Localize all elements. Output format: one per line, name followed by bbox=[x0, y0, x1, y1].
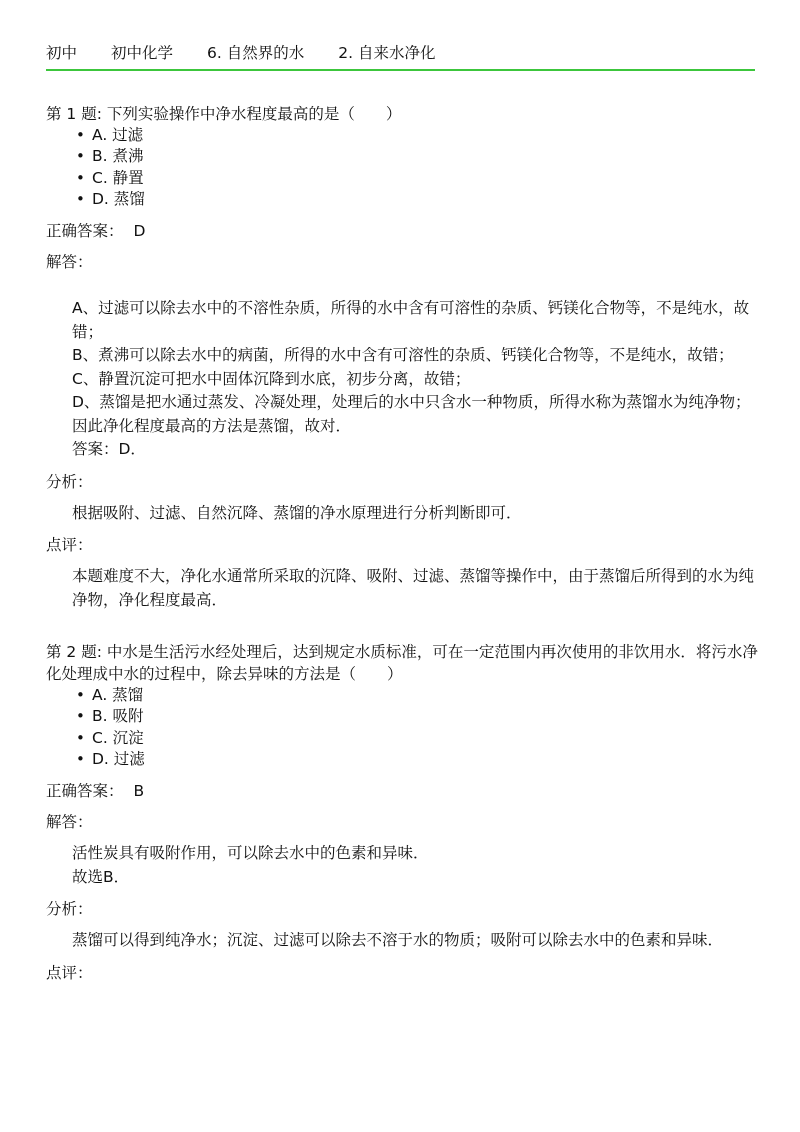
breadcrumb-level[interactable]: 初中 bbox=[46, 44, 78, 62]
bullet-icon: • bbox=[76, 147, 85, 166]
option-text: C. 静置 bbox=[92, 168, 144, 187]
correct-answer bbox=[46, 220, 758, 242]
answer-value: D bbox=[133, 222, 146, 241]
option-b bbox=[76, 706, 758, 727]
answer-label: 正确答案： bbox=[46, 222, 124, 241]
solution-line: A、过滤可以除去水中的不溶性杂质，所得的水中含有可溶性的杂质、钙镁化合物等，不是纯水，故错； bbox=[72, 299, 750, 341]
option-text: B. 煮沸 bbox=[92, 147, 144, 166]
solution-line: C、静置沉淀可把水中固体沉降到水底，初步分离，故错； bbox=[72, 369, 471, 388]
analysis-line: 根据吸附、过滤、自然沉降、蒸馏的净水原理进行分析判断即可． bbox=[72, 503, 522, 522]
comment-line: 本题难度不大，净化水通常所采取的沉降、吸附、过滤、蒸馏等操作中，由于蒸馏后所得到的水为纯净物，净化程度最高． bbox=[72, 567, 755, 609]
option-a bbox=[76, 125, 758, 146]
option-text: C. 沉淀 bbox=[92, 728, 144, 747]
solution-line: 答案：D． bbox=[72, 440, 146, 459]
solution-line: D、蒸馏是把水通过蒸发、冷凝处理，处理后的水中只含水一种物质，所得水称为蒸馏水为纯净物；因此净化程度最高的方法是蒸馏，故对． bbox=[72, 393, 751, 435]
analysis-text bbox=[46, 502, 758, 526]
option-list bbox=[46, 125, 758, 210]
option-c bbox=[76, 728, 758, 749]
question-2 bbox=[46, 641, 758, 984]
option-b bbox=[76, 146, 758, 167]
solution-label: 解答： bbox=[46, 253, 93, 272]
comment-text bbox=[46, 565, 758, 612]
solution-line: 活性炭具有吸附作用，可以除去水中的色素和异味． bbox=[72, 844, 429, 863]
option-list bbox=[46, 685, 758, 770]
option-c bbox=[76, 168, 758, 189]
question-1 bbox=[46, 103, 758, 612]
breadcrumb-chapter[interactable]: 6. 自然界的水 bbox=[207, 44, 305, 62]
solution-text bbox=[46, 297, 758, 462]
correct-answer bbox=[46, 780, 758, 802]
option-d bbox=[76, 749, 758, 770]
analysis-label: 分析： bbox=[46, 472, 93, 491]
bullet-icon: • bbox=[76, 686, 85, 705]
analysis-text bbox=[46, 929, 758, 953]
comment-label: 点评： bbox=[46, 536, 93, 555]
option-text: A. 蒸馏 bbox=[92, 686, 144, 705]
option-text: A. 过滤 bbox=[92, 126, 144, 144]
analysis-label: 分析： bbox=[46, 900, 93, 919]
bullet-icon: • bbox=[76, 168, 85, 187]
bullet-icon: • bbox=[76, 750, 85, 769]
solution-line: B、煮沸可以除去水中的病菌，所得的水中含有可溶性的杂质、钙镁化合物等，不是纯水，故错； bbox=[72, 346, 734, 365]
solution-label: 解答： bbox=[46, 813, 93, 832]
solution-text bbox=[46, 842, 758, 889]
bullet-icon: • bbox=[76, 189, 85, 208]
breadcrumb bbox=[46, 40, 435, 64]
answer-value: B bbox=[133, 782, 145, 801]
option-text: D. 过滤 bbox=[92, 750, 145, 769]
bullet-icon: • bbox=[76, 126, 85, 144]
option-d bbox=[76, 189, 758, 210]
analysis-line: 蒸馏可以得到纯净水；沉淀、过滤可以除去不溶于水的物质；吸附可以除去水中的色素和异味． bbox=[72, 931, 724, 950]
comment-label: 点评： bbox=[46, 963, 93, 982]
solution-line: 故选B． bbox=[72, 867, 130, 886]
question-title: 第 2 题: 中水是生活污水经处理后，达到规定水质标准，可在一定范围内再次使用的非饮用水．将污水净化处理成中水的过程中，除去异味的方法是（ ） bbox=[46, 643, 758, 684]
option-text: B. 吸附 bbox=[92, 707, 144, 726]
question-list bbox=[46, 103, 758, 984]
bullet-icon: • bbox=[76, 728, 85, 747]
bullet-icon: • bbox=[76, 707, 85, 726]
option-a bbox=[76, 685, 758, 706]
header-divider bbox=[46, 69, 755, 71]
breadcrumb-subject[interactable]: 初中化学 bbox=[111, 44, 174, 62]
breadcrumb-section[interactable]: 2. 自来水净化 bbox=[338, 44, 436, 62]
option-text: D. 蒸馏 bbox=[92, 189, 145, 208]
answer-label: 正确答案： bbox=[46, 782, 124, 801]
question-title: 第 1 题: 下列实验操作中净水程度最高的是（ ） bbox=[46, 105, 402, 123]
